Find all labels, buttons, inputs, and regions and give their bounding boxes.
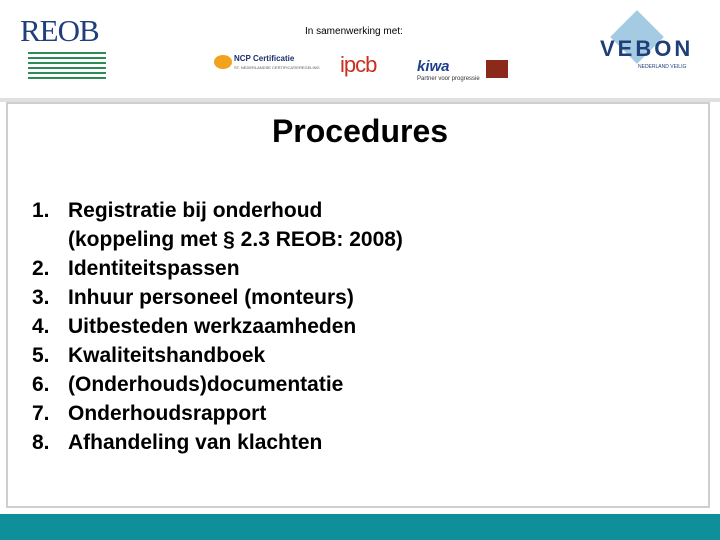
kiwa-logo bbox=[413, 58, 509, 84]
list-item-number: 5. bbox=[32, 344, 50, 367]
kiwa-logo-subtext: Partner voor progressie bbox=[417, 76, 480, 82]
list-item-number: 8. bbox=[32, 431, 50, 454]
list-item-number: 6. bbox=[32, 373, 50, 396]
kiwa-logo-text: kiwa bbox=[417, 58, 450, 75]
list-item bbox=[32, 399, 672, 428]
list-item-text: Identiteitspassen bbox=[68, 257, 240, 280]
cooperation-label: In samenwerking met: bbox=[305, 26, 403, 37]
list-item bbox=[32, 196, 672, 254]
vebon-logo bbox=[590, 14, 710, 74]
list-item-number: 1. bbox=[32, 199, 50, 222]
vebon-logo-subtext: NEDERLAND VEILIG bbox=[638, 64, 687, 70]
ipcb-logo: ipcb bbox=[340, 52, 377, 77]
list-item bbox=[32, 254, 672, 283]
reob-logo bbox=[20, 14, 116, 74]
list-item bbox=[32, 428, 672, 457]
kiwa-mark-icon bbox=[486, 60, 508, 78]
header bbox=[0, 0, 720, 98]
vebon-logo-text: VEBON bbox=[600, 36, 694, 61]
list-item-number: 7. bbox=[32, 402, 50, 425]
list-item-text: Registratie bij onderhoud (koppeling met § 2.3 REOB: 2008) bbox=[68, 199, 403, 251]
list-item-text: Kwaliteitshandboek bbox=[68, 344, 266, 367]
list-item-text: (Onderhouds)documentatie bbox=[68, 373, 344, 396]
ncp-logo bbox=[214, 53, 320, 77]
procedures-list bbox=[32, 196, 672, 457]
list-item-number: 2. bbox=[32, 257, 50, 280]
reob-logo-lines bbox=[28, 52, 106, 82]
list-item bbox=[32, 370, 672, 399]
list-item bbox=[32, 283, 672, 312]
list-item-text: Inhuur personeel (monteurs) bbox=[68, 286, 354, 309]
ncp-logo-text: NCP Certificatie bbox=[234, 54, 295, 63]
list-item-text: Afhandeling van klachten bbox=[68, 431, 323, 454]
list-item bbox=[32, 341, 672, 370]
list-item bbox=[32, 312, 672, 341]
ncp-mark-icon bbox=[214, 55, 232, 69]
list-item-number: 3. bbox=[32, 286, 50, 309]
list-item-number: 4. bbox=[32, 315, 50, 338]
footer-bar bbox=[0, 514, 720, 540]
list-item-text: Uitbesteden werkzaamheden bbox=[68, 315, 357, 338]
ncp-logo-subtext: ST. NEDERLANDSE CERTIFICATIEREGELING bbox=[234, 65, 320, 70]
reob-logo-text: REOB bbox=[20, 13, 99, 48]
slide-title: Procedures bbox=[271, 113, 449, 149]
list-item-text: Onderhoudsrapport bbox=[68, 402, 267, 425]
